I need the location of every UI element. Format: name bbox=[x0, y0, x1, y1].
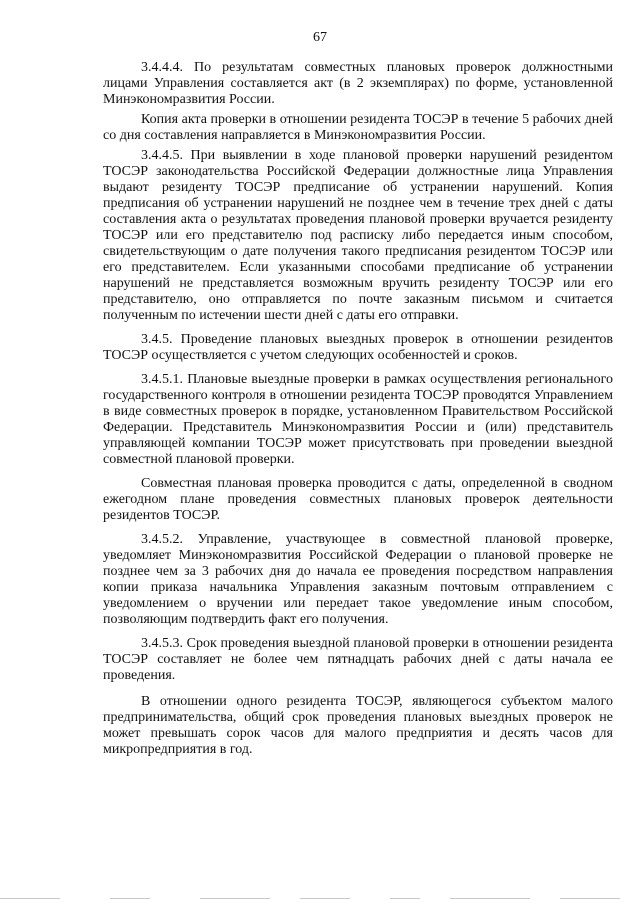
scan-edge-marks bbox=[0, 895, 640, 899]
paragraph-joint-inspection: Совместная плановая проверка проводится с даты, определенной в сводном ежегодном плане проведения совместных плановых проверок деятельности резидентов ТОСЭР. bbox=[103, 476, 613, 523]
paragraph-3-4-4-5: 3.4.4.5. При выявлении в ходе плановой проверки нарушений резидентом ТОСЭР законодательства Российской Федерации должностные лица Управления выдают резиденту ТОСЭР предписание об устранении нарушений. Копия предписания об устранении нарушений не позднее чем в течение трех дней с даты составления акта о результатах проведения плановой проверки вручается резиденту ТОСЭР или его представителю под расписку либо передается иным способом, свидетельствующим о дате получения такого предписания резидентом ТОСЭР или его представителем. Если указанными способами предписание об устранении нарушений не представляется возможным вручить резиденту ТОСЭР или его представителю, оно отправляется по почте заказным письмом и считается полученным по истечении шести дней с даты его отправки. bbox=[103, 148, 613, 323]
paragraph-small-business-limit: В отношении одного резидента ТОСЭР, являющегося субъектом малого предпринимательства, общий срок проведения плановых выездных проверок не может превышать сорок часов для малого предприятия и десять часов для микропредприятия в год. bbox=[103, 694, 613, 757]
paragraph-3-4-5: 3.4.5. Проведение плановых выездных проверок в отношении резидентов ТОСЭР осуществляется с учетом следующих особенностей и сроков. bbox=[103, 332, 613, 363]
paragraph-3-4-5-2: 3.4.5.2. Управление, участвующее в совместной плановой проверке, уведомляет Минэкономразвития Российской Федерации о плановой проверке не позднее чем за 3 рабочих дня до начала ее проведения посредством направления копии приказа начальника Управления заказным почтовым отправлением с уведомлением о вручении или передает такое уведомление иным способом, позволяющим подтвердить факт его получения. bbox=[103, 532, 613, 627]
document-body bbox=[103, 60, 613, 758]
page-number: 67 bbox=[313, 30, 327, 45]
paragraph-3-4-5-3: 3.4.5.3. Срок проведения выездной плановой проверки в отношении резидента ТОСЭР составляет не более чем пятнадцать рабочих дней с даты начала ее проведения. bbox=[103, 636, 613, 683]
paragraph-act-copy: Копия акта проверки в отношении резидента ТОСЭР в течение 5 рабочих дней со дня составления направляется в Минэкономразвития России. bbox=[103, 112, 613, 143]
paragraph-3-4-4-4: 3.4.4.4. По результатам совместных плановых проверок должностными лицами Управления составляется акт (в 2 экземплярах) по форме, установленной Минэкономразвития России. bbox=[103, 60, 613, 107]
paragraph-3-4-5-1: 3.4.5.1. Плановые выездные проверки в рамках осуществления регионального государственного контроля в отношении резидента ТОСЭР проводятся Управлением в виде совместных проверок в порядке, установленном Правительством Российской Федерации. Представитель Минэкономразвития России и (или) представитель управляющей компании ТОСЭР может присутствовать при проведении выездной совместной плановой проверки. bbox=[103, 372, 613, 467]
